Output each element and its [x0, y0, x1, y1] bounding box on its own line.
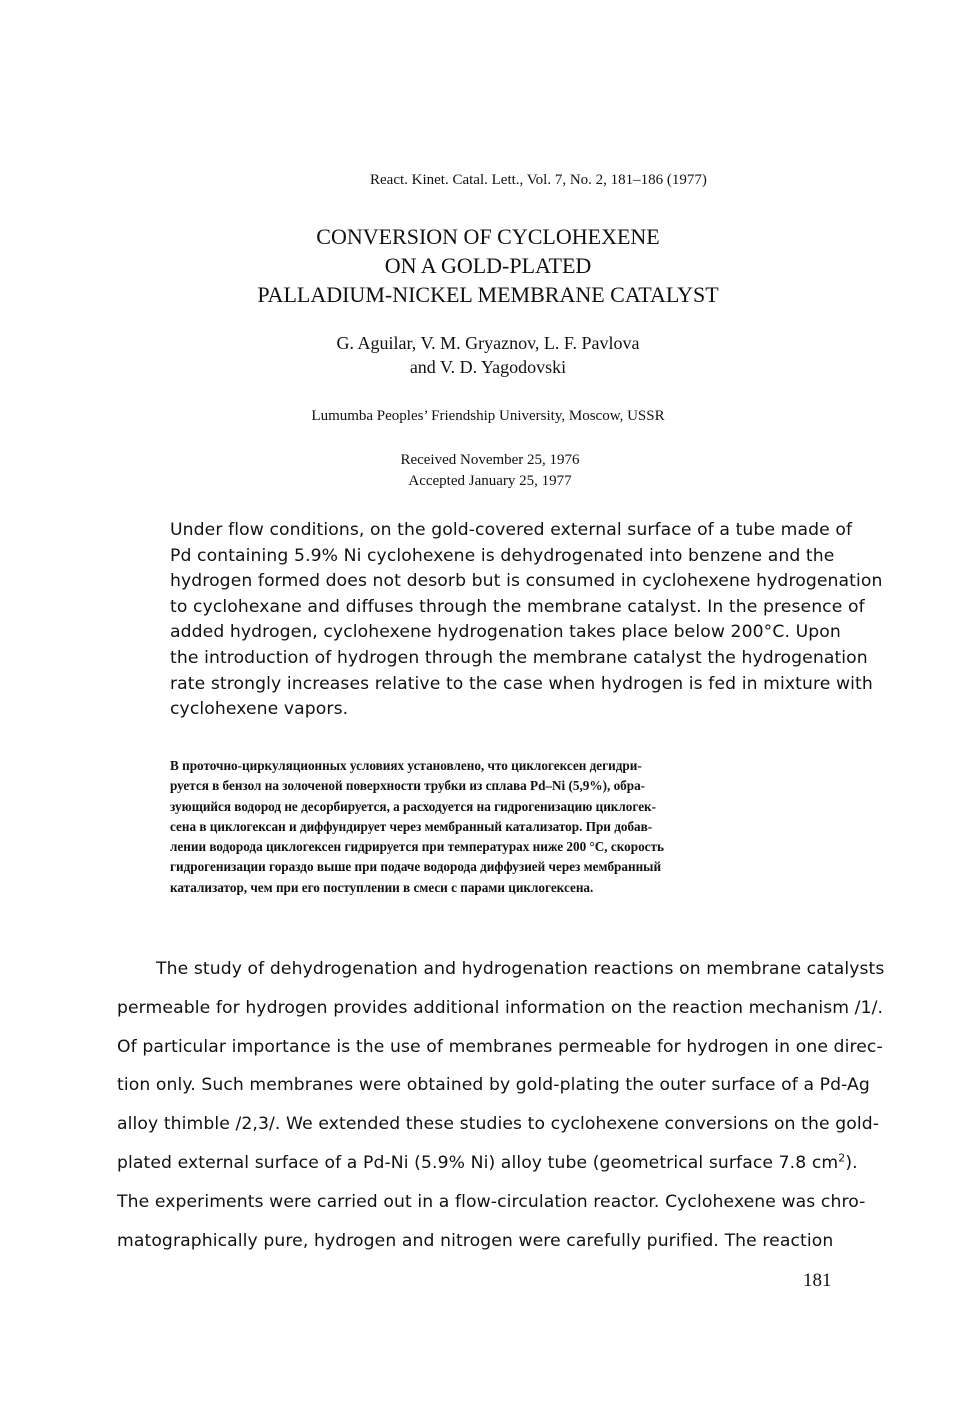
body-text	[117, 950, 887, 1260]
abstract-line: the introduction of hydrogen through the membrane catalyst the hydrogenation	[170, 647, 868, 668]
abstract-ru-line: сена в циклогексан и диффундирует через мембранный катализатор. При добав-	[170, 818, 653, 834]
abstract-ru-line: зующийся водород не десорбируется, а расходуется на гидрогенизацию циклогек-	[170, 798, 657, 814]
body-line-text: plated external surface of a Pd-Ni (5.9% Ni) alloy tube (geometrical surface 7.8 cm	[117, 1152, 839, 1173]
abstract-ru-line: руется в бензол на золоченой поверхности трубки из сплава Pd–Ni (5,9%), обра-	[170, 778, 646, 794]
abstract-line: Pd containing 5.9% Ni cyclohexene is dehydrogenated into benzene and the	[170, 545, 835, 566]
abstract-russian	[170, 756, 870, 898]
body-line: The study of dehydrogenation and hydrogenation reactions on membrane catalysts	[156, 959, 885, 979]
body-line: The experiments were carried out in a flow-circulation reactor. Cyclohexene was chro-	[117, 1191, 866, 1212]
abstract-line: cyclohexene vapors.	[170, 699, 349, 720]
authors-line-2: and V. D. Yagodovski	[409, 357, 567, 377]
abstract-english	[170, 518, 883, 723]
title-line-1: CONVERSION OF CYCLOHEXENE	[316, 224, 660, 249]
body-line: matographically pure, hydrogen and nitrogen were carefully purified. The reaction	[117, 1230, 834, 1251]
superscript: 2	[838, 1151, 846, 1165]
accepted-date: Accepted January 25, 1977	[408, 473, 572, 489]
body-line: Of particular importance is the use of membranes permeable for hydrogen in one direc-	[117, 1036, 883, 1057]
abstract-line: to cyclohexane and diffuses through the membrane catalyst. In the presence of	[170, 596, 865, 617]
title-line-3: PALLADIUM-NICKEL MEMBRANE CATALYST	[257, 282, 719, 307]
authors-line-1: G. Aguilar, V. M. Gryaznov, L. F. Pavlova	[336, 333, 640, 353]
abstract-ru-line: лении водорода циклогексен гидрируется при температурах ниже 200 °C, скорость	[170, 839, 664, 855]
received-date: Received November 25, 1976	[400, 452, 580, 468]
body-line	[117, 1144, 887, 1183]
body-line: tion only. Such membranes were obtained by gold-plating the outer surface of a Pd-Ag	[117, 1075, 870, 1096]
page-number: 181	[803, 1270, 832, 1291]
dates	[0, 450, 976, 492]
body-line: permeable for hydrogen provides additional information on the reaction mechanism /1/.	[117, 997, 884, 1018]
citation: React. Kinet. Catal. Lett., Vol. 7, No. 2, 181–186 (1977)	[370, 172, 707, 188]
title-line-2: ON A GOLD-PLATED	[384, 253, 592, 278]
body-line: alloy thimble /2,3/. We extended these studies to cyclohexene conversions on the gold-	[117, 1114, 880, 1135]
affiliation: Lumumba Peoples’ Friendship University, Moscow, USSR	[311, 408, 665, 424]
abstract-line: rate strongly increases relative to the case when hydrogen is fed in mixture with	[170, 673, 873, 694]
abstract-line: added hydrogen, cyclohexene hydrogenation takes place below 200°C. Upon	[170, 622, 841, 643]
abstract-line: hydrogen formed does not desorb but is consumed in cyclohexene hydrogenation	[170, 571, 883, 592]
abstract-ru-line: гидрогенизации гораздо выше при подаче водорода диффузией через мембранный	[170, 859, 662, 875]
paper-title	[0, 222, 976, 309]
body-line-text-end: ).	[845, 1152, 858, 1173]
abstract-line: Under flow conditions, on the gold-covered external surface of a tube made of	[170, 520, 853, 540]
abstract-ru-line: катализатор, чем при его поступлении в смеси с парами циклогексена.	[170, 879, 594, 895]
authors	[0, 331, 976, 379]
abstract-ru-line: В проточно-циркуляционных условиях установлено, что циклогексен дегидри-	[170, 758, 642, 773]
